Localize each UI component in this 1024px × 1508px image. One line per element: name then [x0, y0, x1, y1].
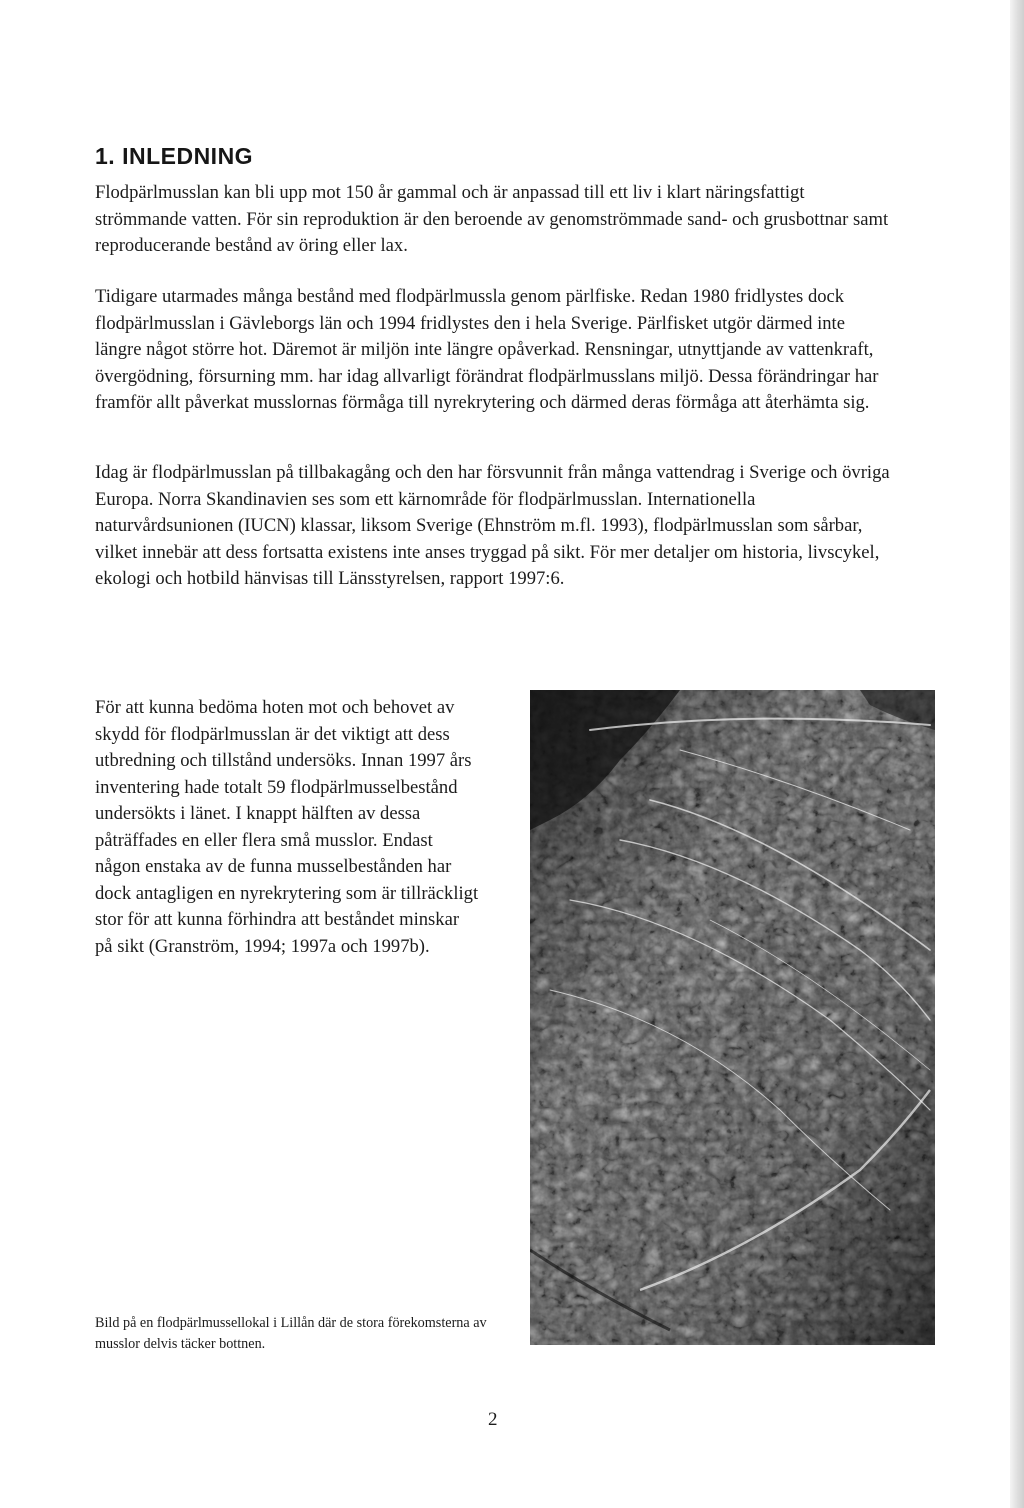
side-paragraph: För att kunna bedöma hoten mot och behovet av skydd för flodpärlmusslan är det viktigt att dess utbredning och tillstånd undersöks. Innan 1997 års inventering hade totalt 59 flodpärlmusselbestånd undersökts i länet. I knappt hälften av dessa påträffades en eller flera små musslor. Endast någon enstaka av de funna musselbestånden har dock antagligen en nyrekrytering som är tillräckligt stor för att kunna förhindra att beståndet minskar på sikt (Granström, 1994; 1997a och 1997b).	[95, 697, 479, 957]
paragraph-1: Flodpärlmusslan kan bli upp mot 150 år gammal och är anpassad till ett liv i klart näringsfattigt strömmande vatten. För sin reproduktion är den beroende av genomströmmade sand- och grusbottnar samt reproducerande bestånd av öring eller lax.	[95, 182, 889, 256]
river-bed-photo	[530, 690, 935, 1345]
section-heading: 1. INLEDNING	[95, 143, 254, 169]
paragraph-3: Idag är flodpärlmusslan på tillbakagång och den har försvunnit från många vattendrag i Sverige och övriga Europa. Norra Skandinavien ses som ett kärnområde för flodpärlmusslan. Internationella naturvårdsunionen (IUCN) klassar, liksom Sverige (Ehnström m.fl. 1993), flodpärlmusslan som sårbar, vilket innebär att dess fortsatta existens inte anses tryggad på sikt. För mer detaljer om historia, livscykel, ekologi och hotbild hänvisas till Länsstyrelsen, rapport 1997:6.	[95, 462, 890, 589]
page-edge-shadow	[1010, 0, 1024, 1508]
photo-caption: Bild på en flodpärlmussellokal i Lillån där de stora förekomsterna av musslor delvis täcker bottnen.	[95, 1315, 487, 1352]
paragraph-2: Tidigare utarmades många bestånd med flodpärlmussla genom pärlfiske. Redan 1980 fridlystes dock flodpärlmusslan i Gävleborgs län och 1994 fridlystes den i hela Sverige. Pärlfisket utgör därmed inte längre något större hot. Däremot är miljön inte längre opåverkad. Rensningar, utnyttjande av vattenkraft, övergödning, försurning mm. har idag allvarligt förändrat flodpärlmusslans miljö. Dessa förändringar har framför allt påverkat musslornas förmåga till nyrekrytering och därmed deras förmåga att återhämta sig.	[95, 286, 879, 413]
page-number: 2	[488, 1409, 498, 1430]
